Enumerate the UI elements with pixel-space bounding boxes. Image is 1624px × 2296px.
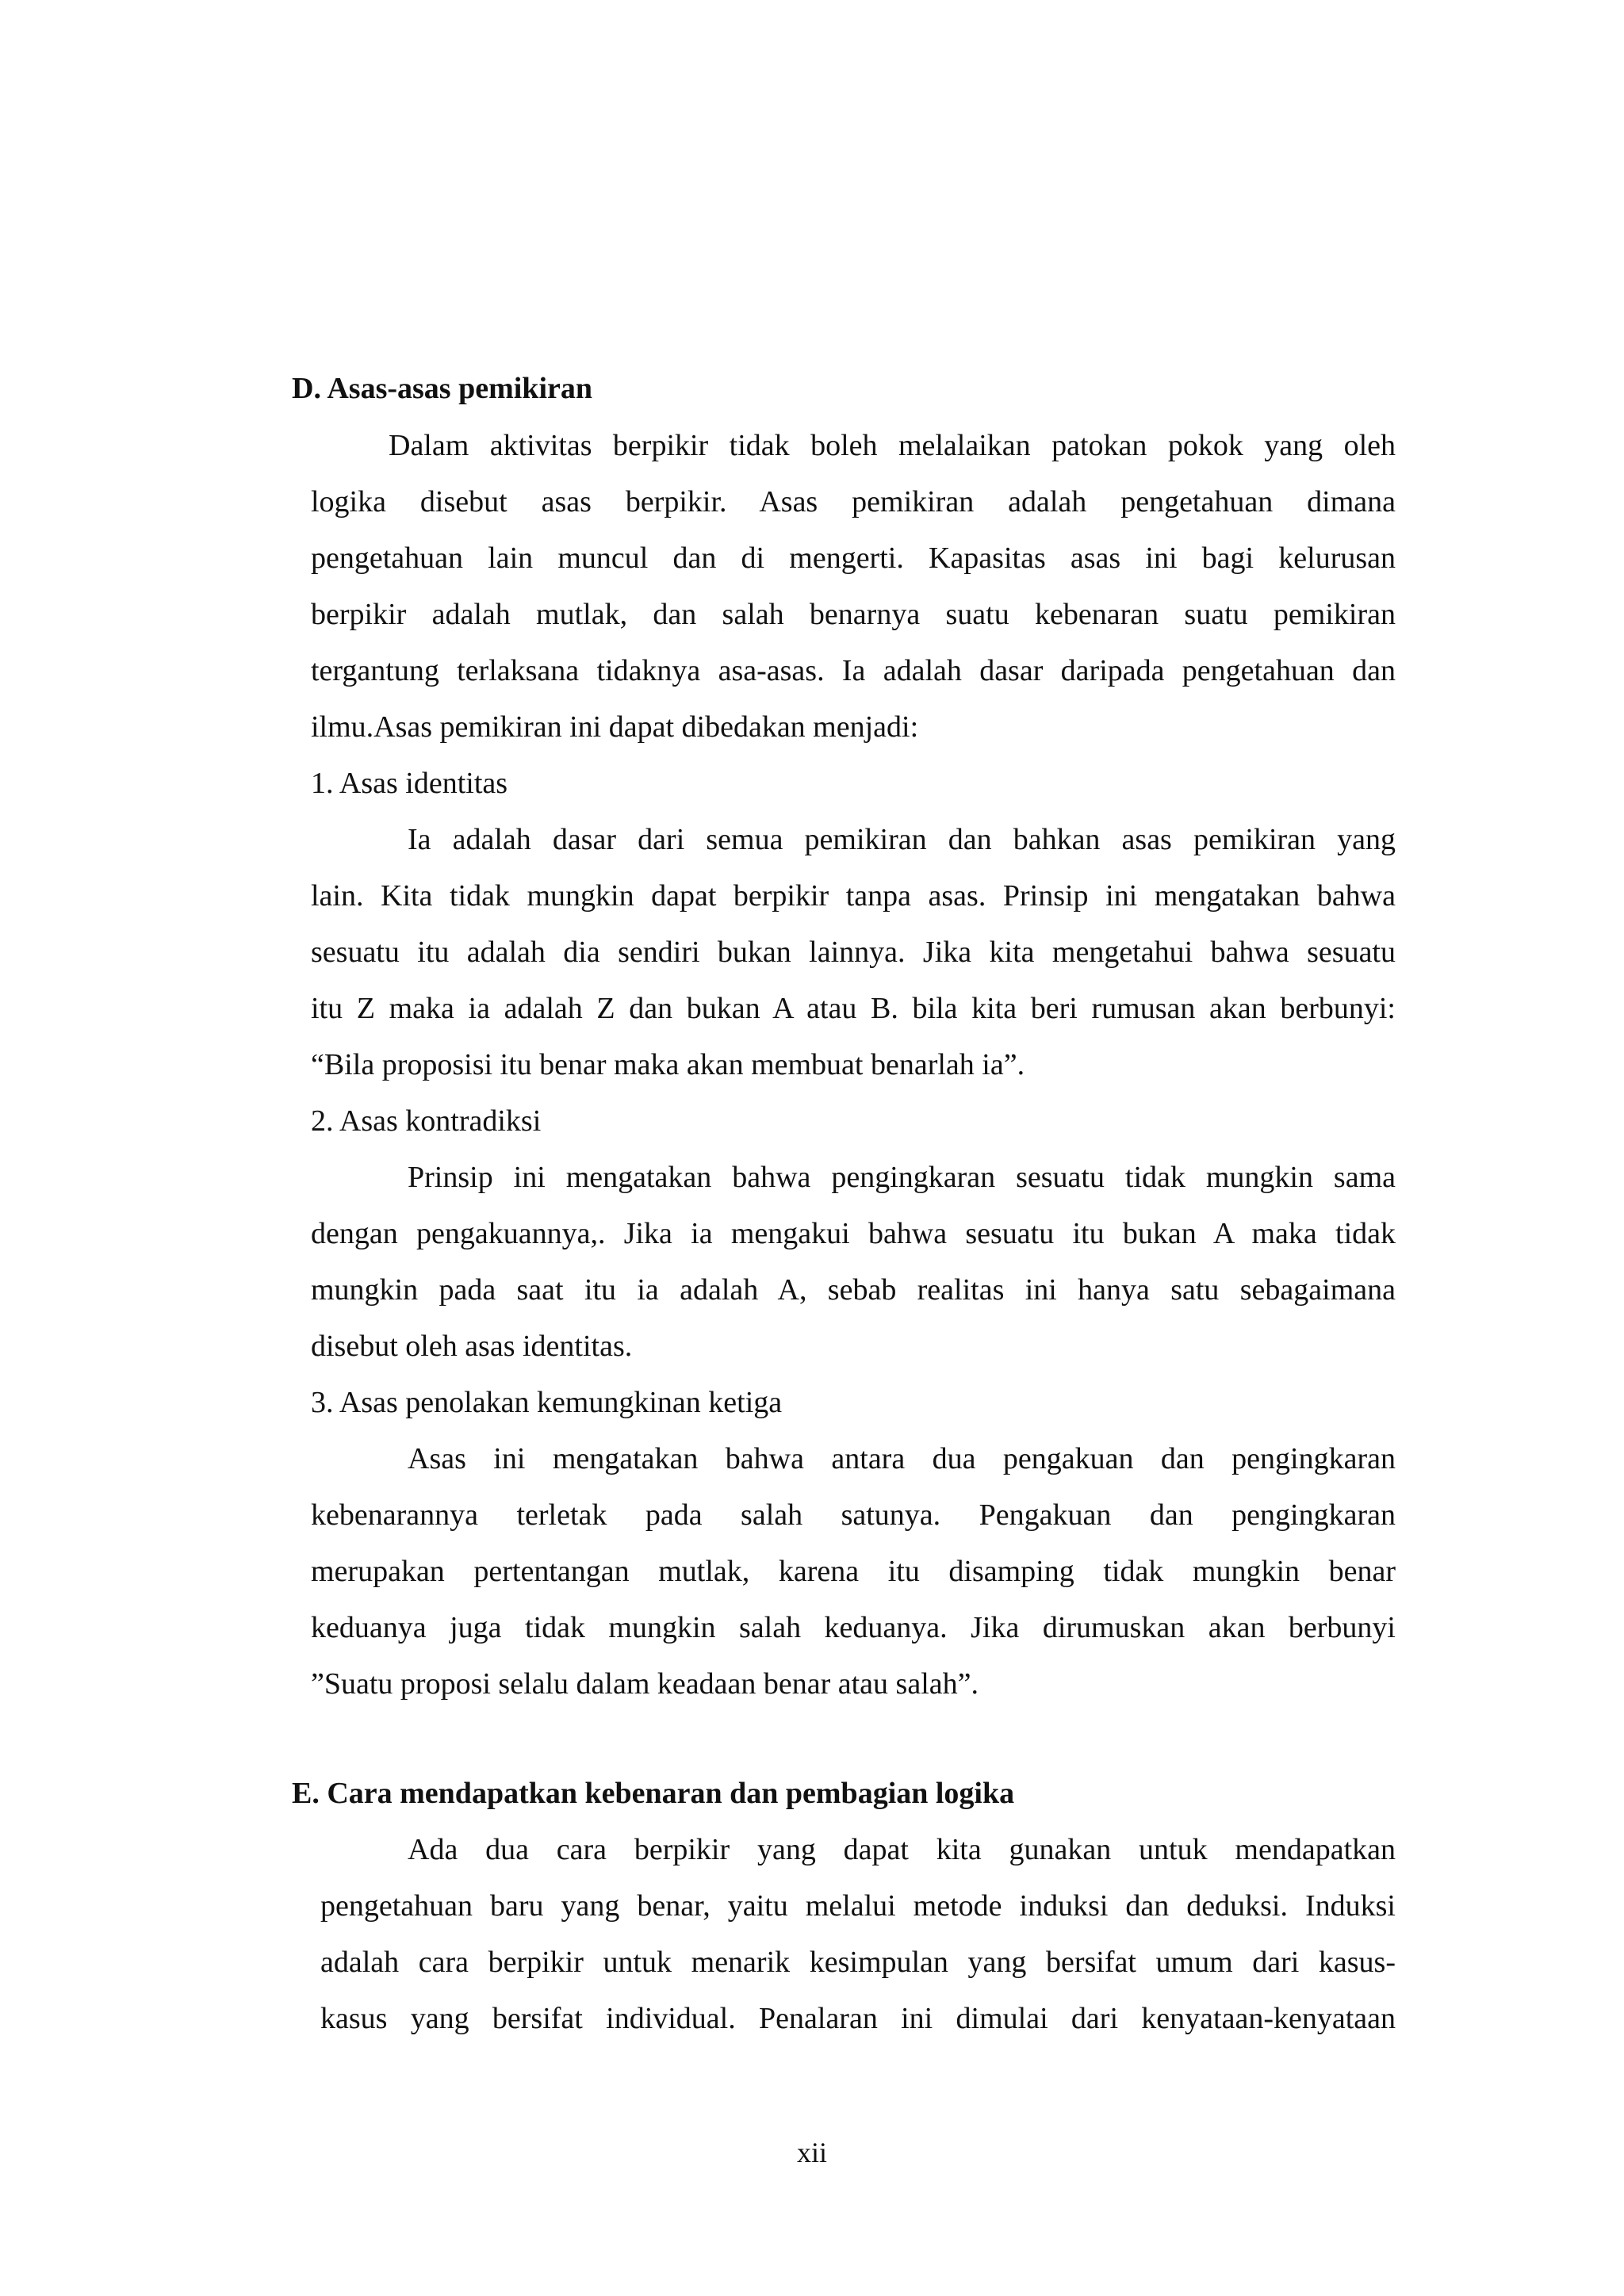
paragraph-line: mungkin pada saat itu ia adalah A, sebab realitas ini hanya satu sebagaimana [311,1273,1396,1307]
paragraph-line: kasus yang bersifat individual. Penalaran ini dimulai dari kenyataan-kenyataan [320,2002,1396,2035]
paragraph-line: keduanya juga tidak mungkin salah keduanya. Jika dirumuskan akan berbunyi [311,1611,1396,1644]
paragraph-line: logika disebut asas berpikir. Asas pemikiran adalah pengetahuan dimana [311,485,1396,519]
paragraph-line: tergantung terlaksana tidaknya asa-asas. Ia adalah dasar daripada pengetahuan dan [311,654,1396,687]
paragraph-line: kebenarannya terletak pada salah satunya. Pengakuan dan pengingkaran [311,1498,1396,1532]
paragraph-line: sesuatu itu adalah dia sendiri bukan lainnya. Jika kita mengetahui bahwa sesuatu [311,936,1396,969]
paragraph-line: disebut oleh asas identitas. [311,1330,633,1363]
list-item-title: 1. Asas identitas [311,767,508,800]
paragraph-line: pengetahuan lain muncul dan di mengerti. Kapasitas asas ini bagi kelurusan [311,541,1396,575]
section-d-heading: D. Asas-asas pemikiran [292,372,592,405]
paragraph-line: Dalam aktivitas berpikir tidak boleh melalaikan patokan pokok yang oleh [389,429,1396,462]
paragraph-line: ilmu.Asas pemikiran ini dapat dibedakan menjadi: [311,710,919,744]
paragraph-line: itu Z maka ia adalah Z dan bukan A atau B. bila kita beri rumusan akan berbunyi: [311,992,1396,1025]
paragraph-line: dengan pengakuannya,. Jika ia mengakui bahwa sesuatu itu bukan A maka tidak [311,1217,1396,1250]
page-number: xii [796,2137,827,2168]
paragraph-line: berpikir adalah mutlak, dan salah benarnya suatu kebenaran suatu pemikiran [311,598,1396,631]
paragraph-line: Prinsip ini mengatakan bahwa pengingkaran sesuatu tidak mungkin sama [408,1161,1396,1194]
paragraph-line: Ia adalah dasar dari semua pemikiran dan bahkan asas pemikiran yang [408,823,1396,856]
paragraph-line: lain. Kita tidak mungkin dapat berpikir tanpa asas. Prinsip ini mengatakan bahwa [311,879,1396,913]
paragraph-line: pengetahuan baru yang benar, yaitu melalui metode induksi dan deduksi. Induksi [320,1889,1396,1923]
paragraph-line: merupakan pertentangan mutlak, karena itu disamping tidak mungkin benar [311,1555,1396,1588]
paragraph-line: adalah cara berpikir untuk menarik kesimpulan yang bersifat umum dari kasus- [320,1946,1396,1979]
paragraph-line: “Bila proposisi itu benar maka akan membuat benarlah ia”. [311,1048,1025,1081]
list-item-title: 3. Asas penolakan kemungkinan ketiga [311,1386,783,1419]
paragraph-line: Asas ini mengatakan bahwa antara dua pengakuan dan pengingkaran [408,1442,1396,1475]
list-item-title: 2. Asas kontradiksi [311,1104,542,1138]
paragraph-line: Ada dua cara berpikir yang dapat kita gunakan untuk mendapatkan [408,1833,1396,1866]
section-e-heading: E. Cara mendapatkan kebenaran dan pembagian logika [292,1777,1015,1810]
paragraph-line: ”Suatu proposi selalu dalam keadaan benar atau salah”. [311,1667,979,1701]
